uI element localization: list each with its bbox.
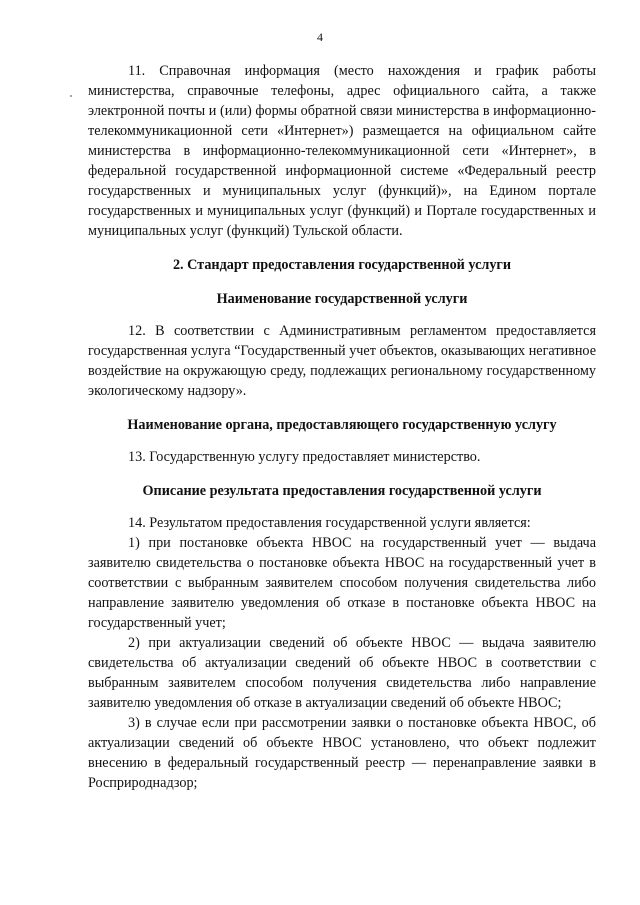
paragraph-14-item-1: 1) при постановке объекта НВОС на государственный учет — выдача заявителю свидетельства о постановке объекта НВОС на государственный учет в соответствии с выбранным заявителем способом получения свидетельства либо направление заявителю уведомления об отказе в постановке объекта НВОС на государственный учет; xyxy=(88,535,596,631)
service-name-heading: Наименование государственной услуги xyxy=(216,291,468,307)
paragraph-14-item-3: 3) в случае если при рассмотрении заявки о постановке объекта НВОС, об актуализации сведений об объекте НВОС установлено, что объект подлежит внесению в федеральный государственный реестр — перенаправление заявки в Росприроднадзор; xyxy=(88,715,596,791)
paragraph-11: 11. Справочная информация (место нахождения и график работы министерства, справочные телефоны, адрес официального сайта, а также электронной почты и (или) формы обратной связи министерства в информационно-телекоммуникационной сети «Интернет») размещается на официальном сайте министерства в информационно-телекоммуникационной сети «Интернет», в федеральной государственной информационной системе «Федеральный реестр государственных и муниципальных услуг (функций)», на Едином портале государственных и муниципальных услуг (функций) и Портале государственных и муниципальных услуг (функций) Тульской области. xyxy=(88,63,596,239)
scan-mark xyxy=(70,95,72,97)
paragraph-12: 12. В соответствии с Административным регламентом предоставляется государственная услуга “Государственный учет объектов, оказывающих негативное воздействие на окружающую среду, подлежащих региональному государственному экологическому надзору». xyxy=(88,323,596,399)
result-heading: Описание результата предоставления государственной услуги xyxy=(142,483,542,499)
paragraph-14-item-2: 2) при актуализации сведений об объекте НВОС — выдача заявителю свидетельства об актуализации сведений об объекте НВОС в соответствии с выбранным заявителем способом получения свидетельства либо направление заявителю уведомления об отказе в актуализации сведений об объекте НВОС; xyxy=(88,635,596,711)
document-body xyxy=(88,61,596,793)
organ-heading: Наименование органа, предоставляющего государственную услугу xyxy=(127,417,557,433)
section-2-heading: 2. Стандарт предоставления государственной услуги xyxy=(172,257,512,273)
paragraph-13: 13. Государственную услугу предоставляет министерство. xyxy=(128,449,481,465)
page-number: 4 xyxy=(317,30,323,44)
paragraph-14: 14. Результатом предоставления государственной услуги является: xyxy=(128,515,531,531)
